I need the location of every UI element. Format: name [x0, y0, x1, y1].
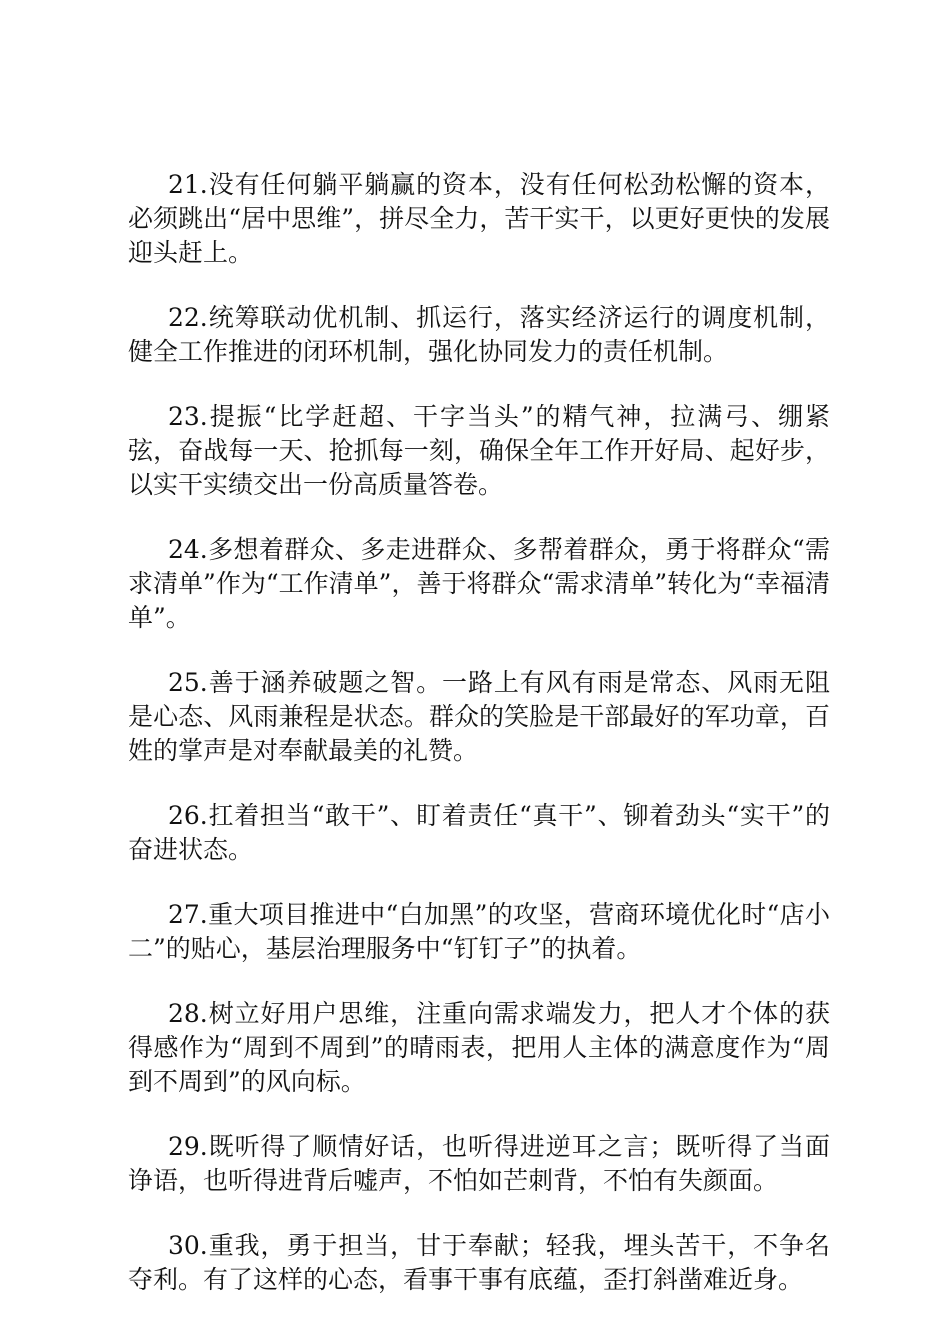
- paragraph-number: 29.: [168, 1132, 208, 1161]
- paragraph-24: [128, 533, 830, 635]
- paragraph-number: 24.: [168, 535, 208, 564]
- paragraph-number: 23.: [168, 402, 208, 431]
- paragraph-text: 没有任何躺平躺赢的资本，没有任何松劲松懈的资本，必须跳出“居中思维”，拼尽全力，苦干实干，以更好更快的发展迎头赶上。: [128, 170, 830, 267]
- paragraph-text: 树立好用户思维，注重向需求端发力，把人才个体的获得感作为“周到不周到”的晴雨表，把用人主体的满意度作为“周到不周到”的风向标。: [128, 999, 830, 1096]
- paragraph-text: 重我，勇于担当，甘于奉献；轻我，埋头苦干，不争名夺利。有了这样的心态，看事干事有底蕴，歪打斜凿难近身。: [128, 1231, 830, 1294]
- paragraph-text: 扛着担当“敢干”、盯着责任“真干”、铆着劲头“实干”的奋进状态。: [128, 801, 830, 864]
- paragraph-26: [128, 799, 830, 867]
- paragraph-23: [128, 400, 830, 502]
- paragraph-text: 既听得了顺情好话，也听得进逆耳之言；既听得了当面诤语，也听得进背后嘘声，不怕如芒刺背，不怕有失颜面。: [128, 1132, 830, 1195]
- paragraph-29: [128, 1130, 830, 1198]
- paragraph-30: [128, 1229, 830, 1297]
- paragraph-text: 善于涵养破题之智。一路上有风有雨是常态、风雨无阻是心态、风雨兼程是状态。群众的笑脸是干部最好的军功章，百姓的掌声是对奉献最美的礼赞。: [128, 668, 830, 765]
- paragraph-number: 21.: [168, 170, 208, 199]
- paragraph-number: 28.: [168, 999, 208, 1028]
- paragraph-27: [128, 898, 830, 966]
- paragraph-22: [128, 301, 830, 369]
- paragraph-number: 30.: [168, 1231, 208, 1260]
- paragraph-number: 25.: [168, 668, 208, 697]
- paragraph-28: [128, 997, 830, 1099]
- paragraph-number: 22.: [168, 303, 208, 332]
- paragraph-number: 27.: [168, 900, 208, 929]
- paragraph-text: 统筹联动优机制、抓运行，落实经济运行的调度机制，健全工作推进的闭环机制，强化协同发力的责任机制。: [128, 303, 830, 366]
- document-body: [128, 168, 830, 1328]
- paragraph-text: 重大项目推进中“白加黑”的攻坚，营商环境优化时“店小二”的贴心，基层治理服务中“钉钉子”的执着。: [128, 900, 830, 963]
- paragraph-21: [128, 168, 830, 270]
- paragraph-text: 多想着群众、多走进群众、多帮着群众，勇于将群众“需求清单”作为“工作清单”，善于将群众“需求清单”转化为“幸福清单”。: [128, 535, 830, 632]
- paragraph-text: 提振“比学赶超、干字当头”的精气神，拉满弓、绷紧弦，奋战每一天、抢抓每一刻，确保全年工作开好局、起好步，以实干实绩交出一份高质量答卷。: [128, 402, 830, 499]
- paragraph-number: 26.: [168, 801, 208, 830]
- paragraph-25: [128, 666, 830, 768]
